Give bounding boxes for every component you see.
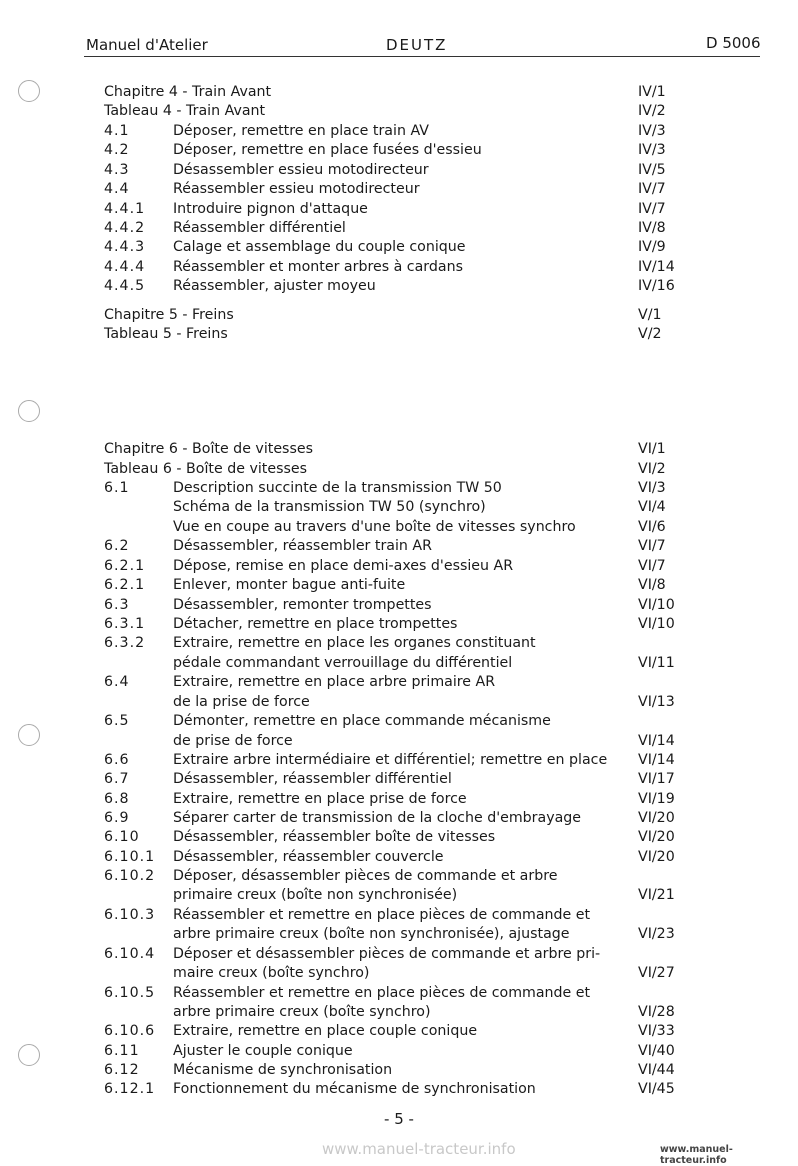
toc-section-title: Fonctionnement du mécanisme de synchronisation	[173, 1081, 536, 1097]
toc-entry	[0, 866, 798, 886]
toc-page-ref: IV/7	[638, 201, 666, 217]
toc-section-number: 6.12	[104, 1062, 140, 1078]
toc-section-number: 6.10.5	[104, 985, 156, 1001]
toc-entry	[0, 439, 798, 459]
toc-page-ref: VI/17	[638, 771, 675, 787]
toc-section-number: 6.2.1	[104, 558, 146, 574]
toc-page-ref: IV/9	[638, 239, 666, 255]
toc-section-title: Extraire, remettre en place arbre primaire AR	[173, 674, 496, 690]
toc-entry	[0, 140, 798, 160]
toc-section-number: 6.2.1	[104, 577, 146, 593]
toc-page-ref: IV/3	[638, 142, 666, 158]
toc-entry	[0, 199, 798, 219]
toc-entry	[0, 1060, 798, 1080]
toc-entry	[0, 305, 798, 325]
toc-section-title: primaire creux (boîte non synchronisée)	[173, 887, 458, 903]
toc-page-ref: VI/20	[638, 849, 675, 865]
toc-entry	[0, 1041, 798, 1061]
toc-section-title: Réassembler, ajuster moyeu	[173, 278, 376, 294]
toc-entry	[0, 160, 798, 180]
toc-section-title: Déposer et désassembler pièces de commande et arbre pri-	[173, 946, 601, 962]
toc-entry	[0, 905, 798, 925]
toc-section-number: 6.10.2	[104, 868, 156, 884]
toc-page-ref: VI/2	[638, 461, 666, 477]
page-number: - 5 -	[384, 1110, 414, 1128]
toc-section-title: de la prise de force	[173, 694, 310, 710]
toc-page-ref: VI/21	[638, 887, 675, 903]
toc-section-title: Désassembler, remonter trompettes	[173, 597, 432, 613]
toc-entry	[0, 614, 798, 634]
toc-section-title: Déposer, désassembler pièces de commande et arbre	[173, 868, 558, 884]
toc-page-ref: VI/3	[638, 480, 666, 496]
toc-section-title: Déposer, remettre en place fusées d'essieu	[173, 142, 482, 158]
punch-hole-icon	[18, 400, 40, 422]
toc-entry	[0, 556, 798, 576]
watermark-right: www.manuel-tracteur.info	[660, 1144, 733, 1166]
toc-entry	[0, 847, 798, 867]
header-manual-title: Manuel d'Atelier	[86, 36, 208, 54]
toc-entry	[0, 1002, 798, 1022]
toc-section-title: Introduire pignon d'attaque	[173, 201, 368, 217]
toc-section-title: Réassembler et remettre en place pièces de commande et	[173, 985, 591, 1001]
toc-entry	[0, 497, 798, 517]
toc-section-number: 4.4	[104, 181, 130, 197]
toc-section-number: 6.9	[104, 810, 130, 826]
toc-section-number: 4.4.3	[104, 239, 146, 255]
toc-section-title: Désassembler, réassembler couvercle	[173, 849, 444, 865]
toc-section-number: 6.3.1	[104, 616, 146, 632]
toc-section-number: 6.6	[104, 752, 130, 768]
toc-section-title: Séparer carter de transmission de la cloche d'embrayage	[173, 810, 582, 826]
toc-section-number: 6.11	[104, 1043, 140, 1059]
toc-entry	[0, 257, 798, 277]
toc-section-title: Dépose, remise en place demi-axes d'essieu AR	[173, 558, 514, 574]
toc-entry	[0, 517, 798, 537]
toc-section-title: Désassembler, réassembler train AR	[173, 538, 432, 554]
toc-entry	[0, 672, 798, 692]
toc-entry	[0, 536, 798, 556]
toc-section-number: 6.7	[104, 771, 130, 787]
toc-page-ref: VI/8	[638, 577, 666, 593]
toc-entry	[0, 789, 798, 809]
header-rule	[84, 56, 760, 57]
toc-entry	[0, 179, 798, 199]
toc-section-number: 6.4	[104, 674, 130, 690]
toc-section-title: Désassembler essieu motodirecteur	[173, 162, 429, 178]
toc-entry	[0, 924, 798, 944]
toc-section-number: 6.2	[104, 538, 130, 554]
toc-page-ref: VI/6	[638, 519, 666, 535]
header-model: D 5006	[706, 34, 761, 52]
toc-page-ref: IV/14	[638, 259, 675, 275]
toc-entry	[0, 885, 798, 905]
toc-page-ref: VI/19	[638, 791, 675, 807]
toc-entry	[0, 963, 798, 983]
toc-entry	[0, 121, 798, 141]
toc-page-ref: V/2	[638, 326, 662, 342]
toc-section-title: Détacher, remettre en place trompettes	[173, 616, 458, 632]
toc-page-ref: IV/8	[638, 220, 666, 236]
toc-section-number: 6.3	[104, 597, 130, 613]
toc-section-title: maire creux (boîte synchro)	[173, 965, 370, 981]
toc-entry	[0, 653, 798, 673]
header-brand: DEUTZ	[386, 36, 448, 54]
toc-heading: Chapitre 5 - Freins	[104, 307, 234, 323]
toc-page-ref: VI/7	[638, 558, 666, 574]
toc-page-ref: IV/5	[638, 162, 666, 178]
toc-entry	[0, 575, 798, 595]
toc-entry	[0, 731, 798, 751]
toc-section-title: arbre primaire creux (boîte synchro)	[173, 1004, 431, 1020]
toc-entry	[0, 750, 798, 770]
toc-entry	[0, 101, 798, 121]
toc-page-ref: VI/11	[638, 655, 675, 671]
toc-heading: Chapitre 6 - Boîte de vitesses	[104, 441, 313, 457]
toc-entry	[0, 633, 798, 653]
toc-page-ref: VI/1	[638, 441, 666, 457]
toc-section-title: Démonter, remettre en place commande mécanisme	[173, 713, 551, 729]
toc-page-ref: VI/10	[638, 597, 675, 613]
toc-section-title: Extraire, remettre en place couple conique	[173, 1023, 478, 1039]
toc-page-ref: IV/3	[638, 123, 666, 139]
toc-heading: Tableau 5 - Freins	[104, 326, 228, 342]
toc-section-number: 4.4.5	[104, 278, 146, 294]
toc-section-title: Schéma de la transmission TW 50 (synchro)	[173, 499, 486, 515]
toc-section-title: Désassembler, réassembler différentiel	[173, 771, 452, 787]
toc-entry	[0, 769, 798, 789]
toc-page-ref: VI/44	[638, 1062, 675, 1078]
toc-section-title: Désassembler, réassembler boîte de vitesses	[173, 829, 496, 845]
toc-section-number: 4.3	[104, 162, 130, 178]
toc-entry	[0, 237, 798, 257]
toc-section-number: 4.1	[104, 123, 130, 139]
toc-heading: Tableau 6 - Boîte de vitesses	[104, 461, 307, 477]
toc-page-ref: IV/7	[638, 181, 666, 197]
toc-page-ref: VI/10	[638, 616, 675, 632]
toc-section-title: de prise de force	[173, 733, 293, 749]
toc-entry	[0, 595, 798, 615]
toc-page-ref: VI/23	[638, 926, 675, 942]
toc-entry	[0, 478, 798, 498]
toc-section-number: 6.8	[104, 791, 130, 807]
toc-entry	[0, 944, 798, 964]
toc-section-title: Réassembler et remettre en place pièces de commande et	[173, 907, 591, 923]
toc-section-title: Enlever, monter bague anti-fuite	[173, 577, 406, 593]
toc-section-title: Mécanisme de synchronisation	[173, 1062, 393, 1078]
toc-section-title: Calage et assemblage du couple conique	[173, 239, 466, 255]
toc-section-title: pédale commandant verrouillage du différentiel	[173, 655, 513, 671]
toc-entry	[0, 827, 798, 847]
toc-section-title: Extraire, remettre en place prise de force	[173, 791, 467, 807]
toc-section-title: Réassembler essieu motodirecteur	[173, 181, 420, 197]
toc-section-number: 4.2	[104, 142, 130, 158]
toc-section-number: 6.3.2	[104, 635, 146, 651]
toc-section-number: 6.10.3	[104, 907, 156, 923]
toc-section-title: arbre primaire creux (boîte non synchronisée), ajustage	[173, 926, 570, 942]
toc-entry	[0, 276, 798, 296]
toc-page-ref: VI/40	[638, 1043, 675, 1059]
toc-section-title: Vue en coupe au travers d'une boîte de vitesses synchro	[173, 519, 576, 535]
toc-page-ref: IV/1	[638, 84, 666, 100]
toc-section-title: Extraire arbre intermédiaire et différentiel; remettre en place	[173, 752, 608, 768]
toc-page-ref: VI/13	[638, 694, 675, 710]
toc-entry	[0, 324, 798, 344]
toc-heading: Chapitre 4 - Train Avant	[104, 84, 272, 100]
toc-entry	[0, 1079, 798, 1099]
toc-section-title: Extraire, remettre en place les organes constituant	[173, 635, 536, 651]
toc-section-number: 6.10.6	[104, 1023, 156, 1039]
toc-section-title: Ajuster le couple conique	[173, 1043, 353, 1059]
toc-section-number: 6.10.1	[104, 849, 156, 865]
toc-page-ref: VI/14	[638, 752, 675, 768]
toc-page-ref: IV/16	[638, 278, 675, 294]
toc-section-title: Réassembler différentiel	[173, 220, 346, 236]
toc-page-ref: VI/4	[638, 499, 666, 515]
toc-section-number: 6.10	[104, 829, 140, 845]
toc-section-number: 4.4.4	[104, 259, 146, 275]
toc-section-number: 6.1	[104, 480, 130, 496]
toc-entry	[0, 692, 798, 712]
toc-heading: Tableau 4 - Train Avant	[104, 103, 266, 119]
toc-page-ref: VI/45	[638, 1081, 675, 1097]
toc-section-number: 6.5	[104, 713, 130, 729]
toc-section-number: 6.10.4	[104, 946, 156, 962]
toc-section-number: 6.12.1	[104, 1081, 156, 1097]
toc-entry	[0, 1021, 798, 1041]
toc-entry	[0, 711, 798, 731]
toc-entry	[0, 808, 798, 828]
toc-page-ref: VI/33	[638, 1023, 675, 1039]
toc-page-ref: VI/14	[638, 733, 675, 749]
toc-page-ref: V/1	[638, 307, 662, 323]
toc-entry	[0, 459, 798, 479]
toc-entry	[0, 82, 798, 102]
toc-page-ref: VI/27	[638, 965, 675, 981]
toc-section-number: 4.4.2	[104, 220, 146, 236]
toc-section-title: Description succinte de la transmission TW 50	[173, 480, 502, 496]
toc-entry	[0, 983, 798, 1003]
toc-section-title: Réassembler et monter arbres à cardans	[173, 259, 463, 275]
toc-page-ref: IV/2	[638, 103, 666, 119]
toc-page-ref: VI/28	[638, 1004, 675, 1020]
toc-entry	[0, 218, 798, 238]
watermark-center: www.manuel-tracteur.info	[322, 1140, 516, 1158]
toc-page-ref: VI/20	[638, 829, 675, 845]
toc-section-title: Déposer, remettre en place train AV	[173, 123, 429, 139]
toc-page-ref: VI/7	[638, 538, 666, 554]
toc-section-number: 4.4.1	[104, 201, 146, 217]
toc-page-ref: VI/20	[638, 810, 675, 826]
